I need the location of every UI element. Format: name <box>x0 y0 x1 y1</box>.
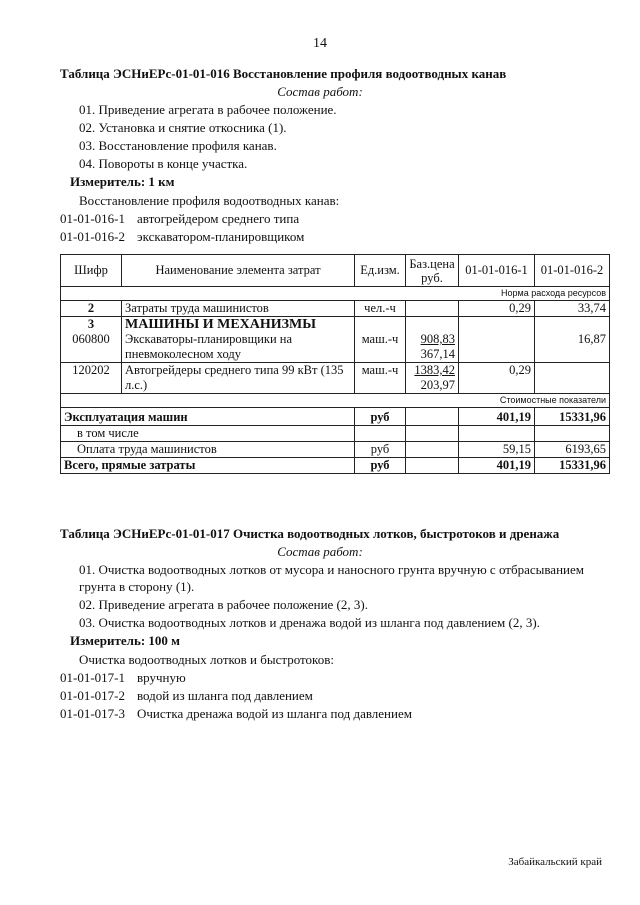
table1-code-1-desc: автогрейдером среднего типа <box>137 211 300 226</box>
table-row <box>61 408 610 426</box>
norms-label-row <box>61 287 610 301</box>
machine-2-code: 120202 <box>61 363 122 394</box>
machine-1-value-2: 16,87 <box>577 332 606 346</box>
cost-row-2-price <box>406 442 459 458</box>
table-row <box>61 442 610 458</box>
cost-row-2-name: Оплата труда машинистов <box>61 442 355 458</box>
table2-meter: Измеритель: 100 м <box>70 633 181 648</box>
cost-label: Стоимостные показатели <box>61 394 610 408</box>
table1-title: Таблица ЭСНиЕРс-01-01-016 Восстановление профиля водоотводных канав <box>60 66 507 81</box>
page-number: 14 <box>313 36 327 51</box>
row-price <box>406 301 459 317</box>
cost-row-3-value-2: 15331,96 <box>535 458 610 474</box>
header-col2: 01-01-016-2 <box>535 255 610 287</box>
header-code: Шифр <box>61 255 122 287</box>
cost-row-0-price <box>406 408 459 426</box>
machine-1-price2: 367,14 <box>420 347 455 361</box>
table2-intro: Очистка водоотводных лотков и быстротоков: <box>79 652 334 667</box>
table1-code-2: 01-01-016-2 <box>60 229 125 244</box>
cost-row-0-value-2: 15331,96 <box>535 408 610 426</box>
header-price-line1: Баз.цена <box>409 256 455 271</box>
table-row <box>61 426 610 442</box>
row-code: 2 <box>61 301 122 317</box>
machine-2-value-1: 0,29 <box>459 363 535 394</box>
row-code <box>61 317 122 363</box>
norms-label: Норма расхода ресурсов <box>61 287 610 301</box>
table2-code-3: 01-01-017-3 <box>60 706 125 721</box>
cost-row-0-unit: руб <box>355 408 406 426</box>
table2-code-3-desc: Очистка дренажа водой из шланга под давлением <box>137 706 412 721</box>
cost-row-1-name: в том числе <box>61 426 355 442</box>
machine-2-value-2 <box>535 363 610 394</box>
machine-1-name-line1: Экскаваторы-планировщики на <box>125 332 293 346</box>
row-name <box>122 363 355 394</box>
cost-label-row <box>61 394 610 408</box>
row-unit <box>355 317 406 363</box>
table-row <box>61 317 610 363</box>
table1-work-1: 01. Приведение агрегата в рабочее положение. <box>79 102 337 117</box>
table2-work-1-line1: 01. Очистка водоотводных лотков от мусора и наносного грунта вручную с отбрасыванием <box>79 562 584 577</box>
row-value-2: 33,74 <box>535 301 610 317</box>
table2-work-2: 02. Приведение агрегата в рабочее положение (2, 3). <box>79 597 368 612</box>
table-header-row <box>61 255 610 287</box>
cost-row-1-value-1 <box>459 426 535 442</box>
table1-work-2: 02. Установка и снятие откосника (1). <box>79 120 287 135</box>
cost-row-3-name: Всего, прямые затраты <box>61 458 355 474</box>
cost-row-1-unit <box>355 426 406 442</box>
table1-intro: Восстановление профиля водоотводных канав: <box>79 193 340 208</box>
row-price <box>406 363 459 394</box>
machine-2-price1: 1383,42 <box>414 363 455 377</box>
row-value-2 <box>535 317 610 363</box>
row-price <box>406 317 459 363</box>
machine-2-name-line2: л.с.) <box>125 378 148 392</box>
resource-table <box>60 254 610 474</box>
cost-row-0-name: Эксплуатация машин <box>61 408 355 426</box>
table-row <box>61 458 610 474</box>
cost-row-3-value-1: 401,19 <box>459 458 535 474</box>
table2-code-2-desc: водой из шланга под давлением <box>137 688 313 703</box>
machine-1-name-line2: пневмоколесном ходу <box>125 347 241 361</box>
cost-row-3-unit: руб <box>355 458 406 474</box>
cost-row-1-value-2 <box>535 426 610 442</box>
row-value-1 <box>459 317 535 363</box>
machine-1-price1: 908,83 <box>420 332 455 346</box>
table2-code-1: 01-01-017-1 <box>60 670 125 685</box>
machine-2-name-line1: Автогрейдеры среднего типа 99 кВт (135 <box>125 363 344 377</box>
header-name: Наименование элемента затрат <box>122 255 355 287</box>
table-row <box>61 363 610 394</box>
machine-1-code: 060800 <box>72 332 110 346</box>
cost-row-1-price <box>406 426 459 442</box>
row-name: Затраты труда машинистов <box>122 301 355 317</box>
table1-code-2-desc: экскаватором-планировщиком <box>137 229 305 244</box>
table1-code-1: 01-01-016-1 <box>60 211 125 226</box>
table1-works-heading: Состав работ: <box>277 84 363 99</box>
machine-2-price2: 203,97 <box>420 378 455 392</box>
machine-2-unit: маш.-ч <box>355 363 406 394</box>
table-row <box>61 301 610 317</box>
row-name <box>122 317 355 363</box>
table2-work-1-line2: грунта в сторону (1). <box>79 579 195 594</box>
cost-row-2-value-1: 59,15 <box>459 442 535 458</box>
header-unit: Ед.изм. <box>355 255 406 287</box>
table2-code-2: 01-01-017-2 <box>60 688 125 703</box>
table2-work-3: 03. Очистка водоотводных лотков и дренажа водой из шланга под давлением (2, 3). <box>79 615 540 630</box>
cost-row-0-value-1: 401,19 <box>459 408 535 426</box>
header-price <box>406 255 459 287</box>
header-price-line2: руб. <box>421 270 443 285</box>
table2-code-1-desc: вручную <box>137 670 186 685</box>
row-unit: чел.-ч <box>355 301 406 317</box>
table1-meter: Измеритель: 1 км <box>70 174 175 189</box>
cost-row-3-price <box>406 458 459 474</box>
table2-title: Таблица ЭСНиЕРс-01-01-017 Очистка водоотводных лотков, быстротоков и дренажа <box>60 526 560 541</box>
row-value-1: 0,29 <box>459 301 535 317</box>
header-col1: 01-01-016-1 <box>459 255 535 287</box>
table1-work-3: 03. Восстановление профиля канав. <box>79 138 277 153</box>
machine-1-unit: маш.-ч <box>361 332 399 346</box>
cost-row-2-value-2: 6193,65 <box>535 442 610 458</box>
cost-row-2-unit: руб <box>355 442 406 458</box>
footer-region: Забайкальский край <box>508 856 602 868</box>
machines-heading: МАШИНЫ И МЕХАНИЗМЫ <box>125 317 317 332</box>
table2-works-heading: Состав работ: <box>277 544 363 559</box>
machines-code: 3 <box>87 317 95 331</box>
table1-work-4: 04. Повороты в конце участка. <box>79 156 248 171</box>
